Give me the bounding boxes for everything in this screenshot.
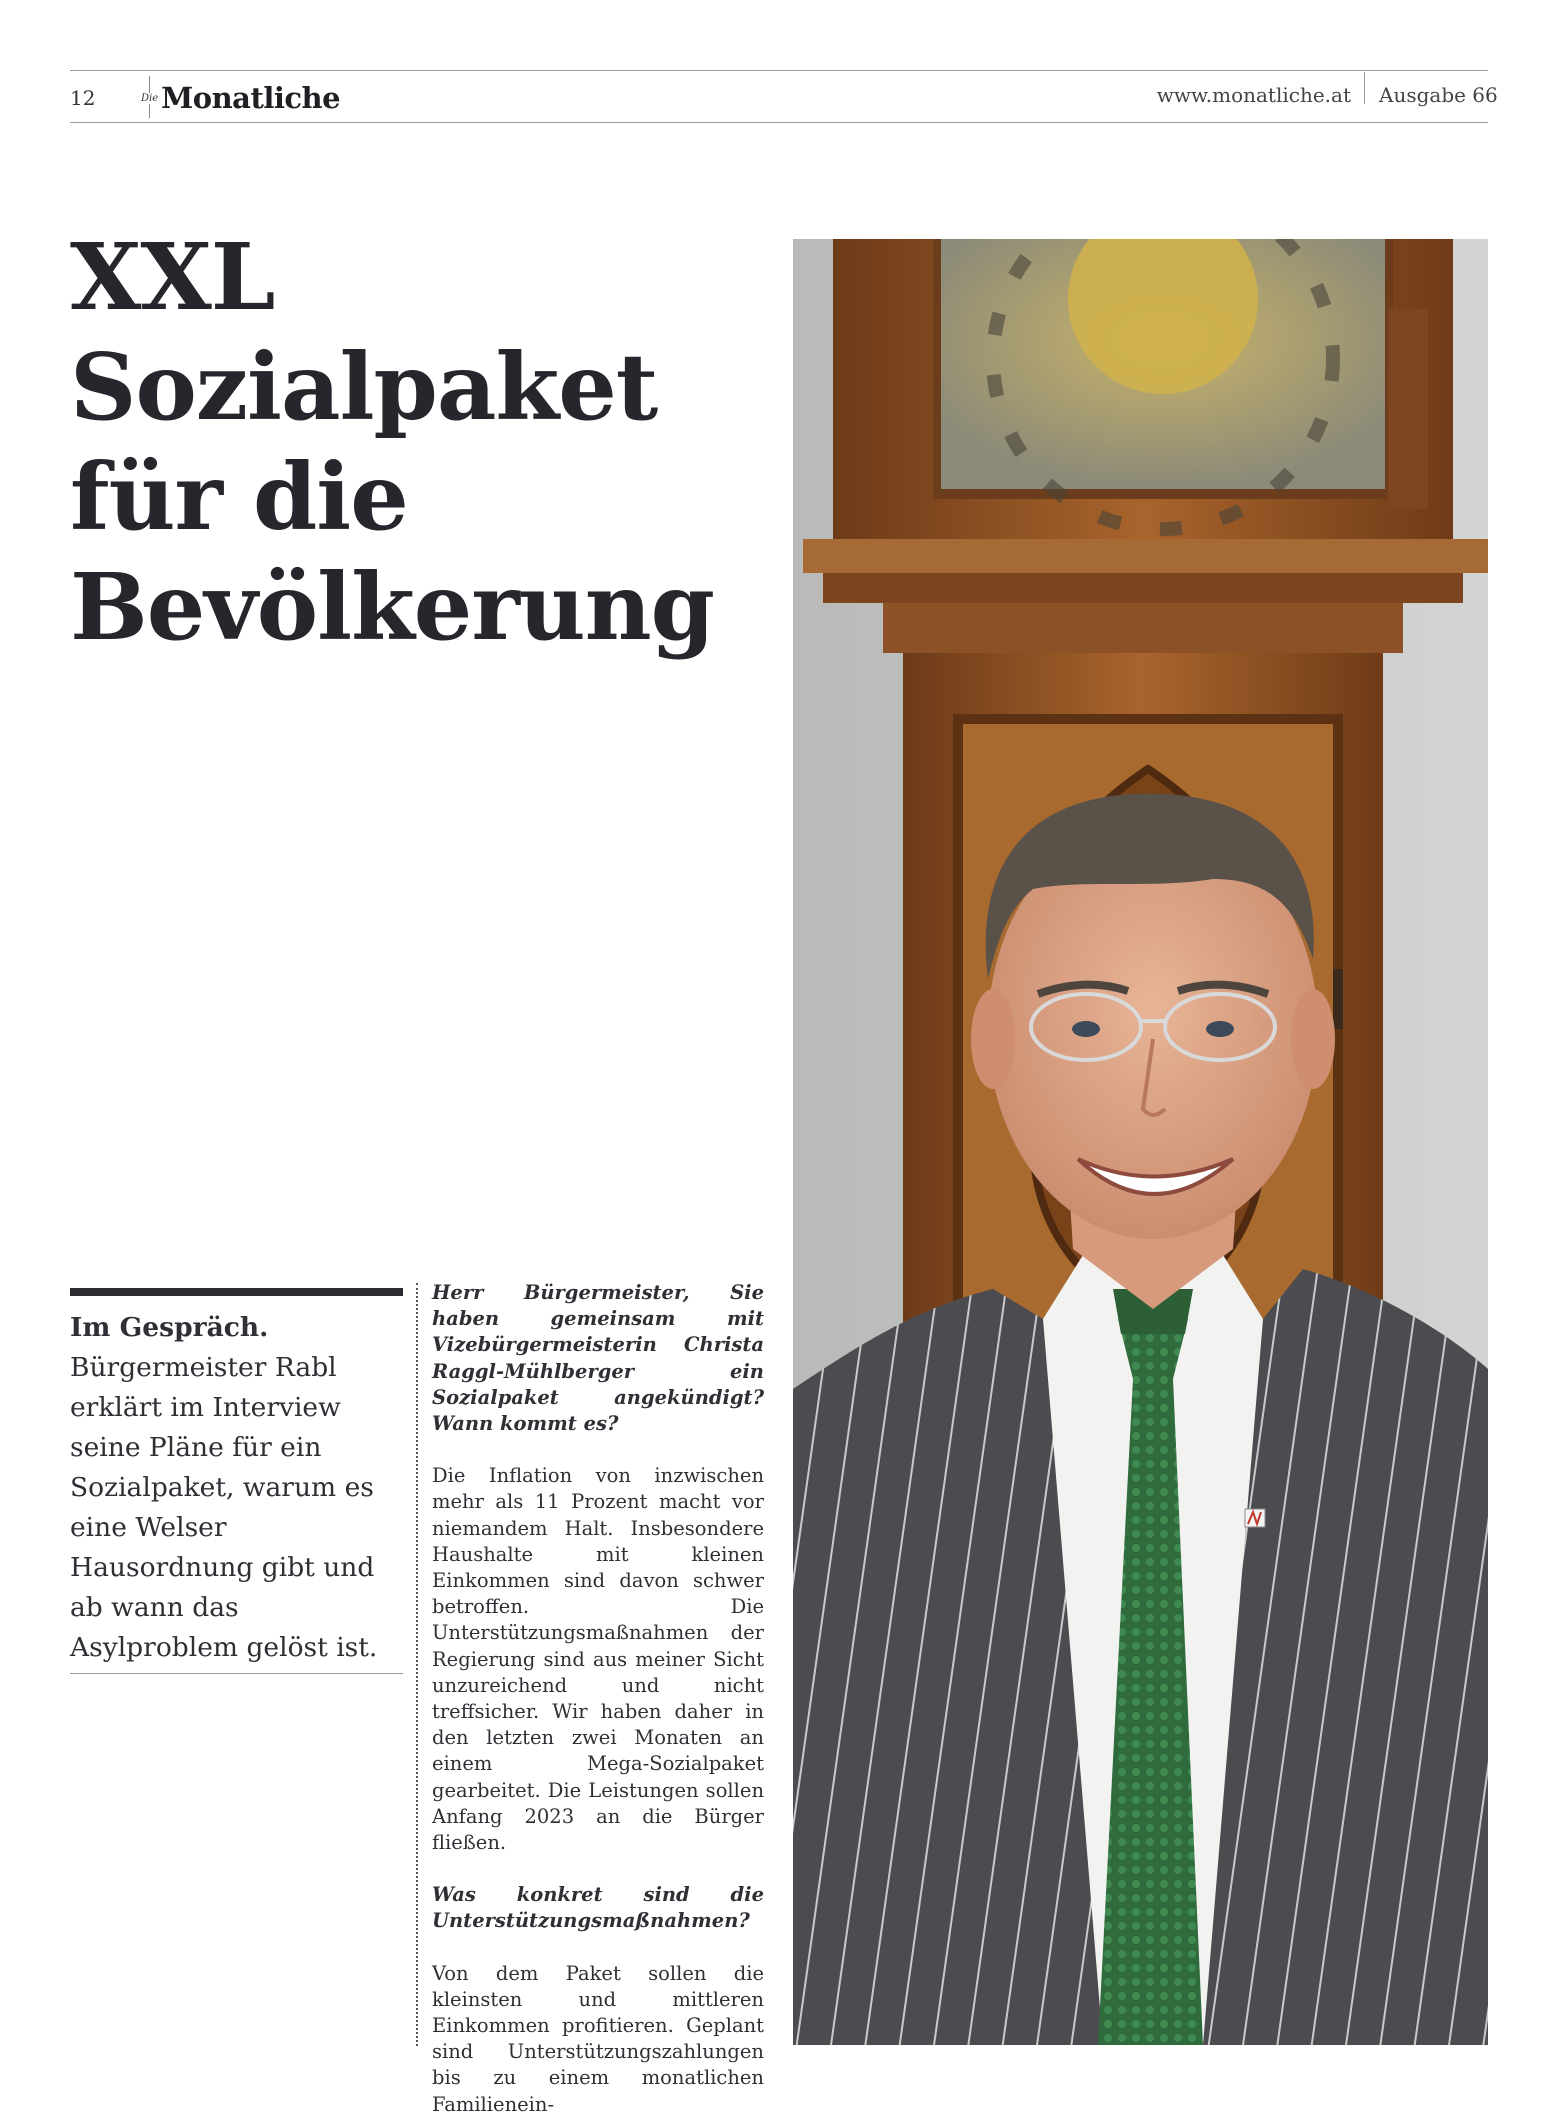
- header-bottom-rule: [70, 122, 1488, 123]
- intro-teaser: [70, 1308, 405, 1668]
- issue-label: Ausgabe 66: [1379, 83, 1498, 107]
- column-dotted-divider: [416, 1283, 418, 2046]
- article-headline: [70, 222, 770, 662]
- header-top-rule: [70, 70, 1488, 71]
- interview-answer: Von dem Paket sollen die kleinsten und mittleren Einkommen profitieren. Geplant sind Unterstützungszahlungen bis zu einem monatlichen Familienein-: [432, 1961, 764, 2116]
- page-number: 12: [70, 86, 96, 110]
- article-body: [432, 1280, 764, 2118]
- headline-line: für die: [70, 443, 408, 551]
- headline-line: Bevölkerung: [70, 553, 714, 661]
- interview-question: Herr Bürgermeister, Sie haben gemeinsam mit Vizebürgermeisterin Christa Raggl-Mühlberger ein Sozialpaket angekündigt? Wann kommt es?: [432, 1281, 764, 1436]
- intro-bottom-rule: [70, 1673, 403, 1674]
- headline-line: XXL: [70, 223, 275, 331]
- website-link[interactable]: www.monatliche.at: [1156, 83, 1351, 107]
- intro-lead: Im Gespräch.: [70, 1312, 269, 1343]
- intro-top-bar: [70, 1288, 403, 1296]
- portrait-photo: [793, 239, 1488, 2045]
- interview-answer: Die Inflation von inzwischen mehr als 11 Prozent macht vor niemandem Halt. Insbesondere Haushalte mit kleinen Einkommen sind davon schwer betroffen. Die Unterstützungsmaßnahmen der Regierung sind aus meiner Sicht unzureichend und nicht treffsicher. Wir haben daher in den letzten zwei Monaten an einem Mega-Sozialpaket gearbeitet. Die Leistungen sollen Anfang 2023 an die Bürger fließen.: [432, 1464, 764, 1855]
- interview-question: Was konkret sind die Unterstützungsmaßnahmen?: [432, 1883, 764, 1933]
- masthead-logo[interactable]: [141, 78, 340, 118]
- logo-name: Monatliche: [161, 81, 341, 115]
- headline-line: Sozialpaket: [70, 333, 658, 441]
- portrait-illustration: [793, 239, 1488, 2045]
- logo-prefix: Die: [141, 92, 159, 104]
- header-separator: [1364, 72, 1365, 104]
- intro-text: Bürgermeister Rabl erklärt im Interview seine Pläne für ein Sozialpaket, warum es eine Welser Hausordnung gibt und ab wann das Asylproblem gelöst ist.: [70, 1352, 378, 1663]
